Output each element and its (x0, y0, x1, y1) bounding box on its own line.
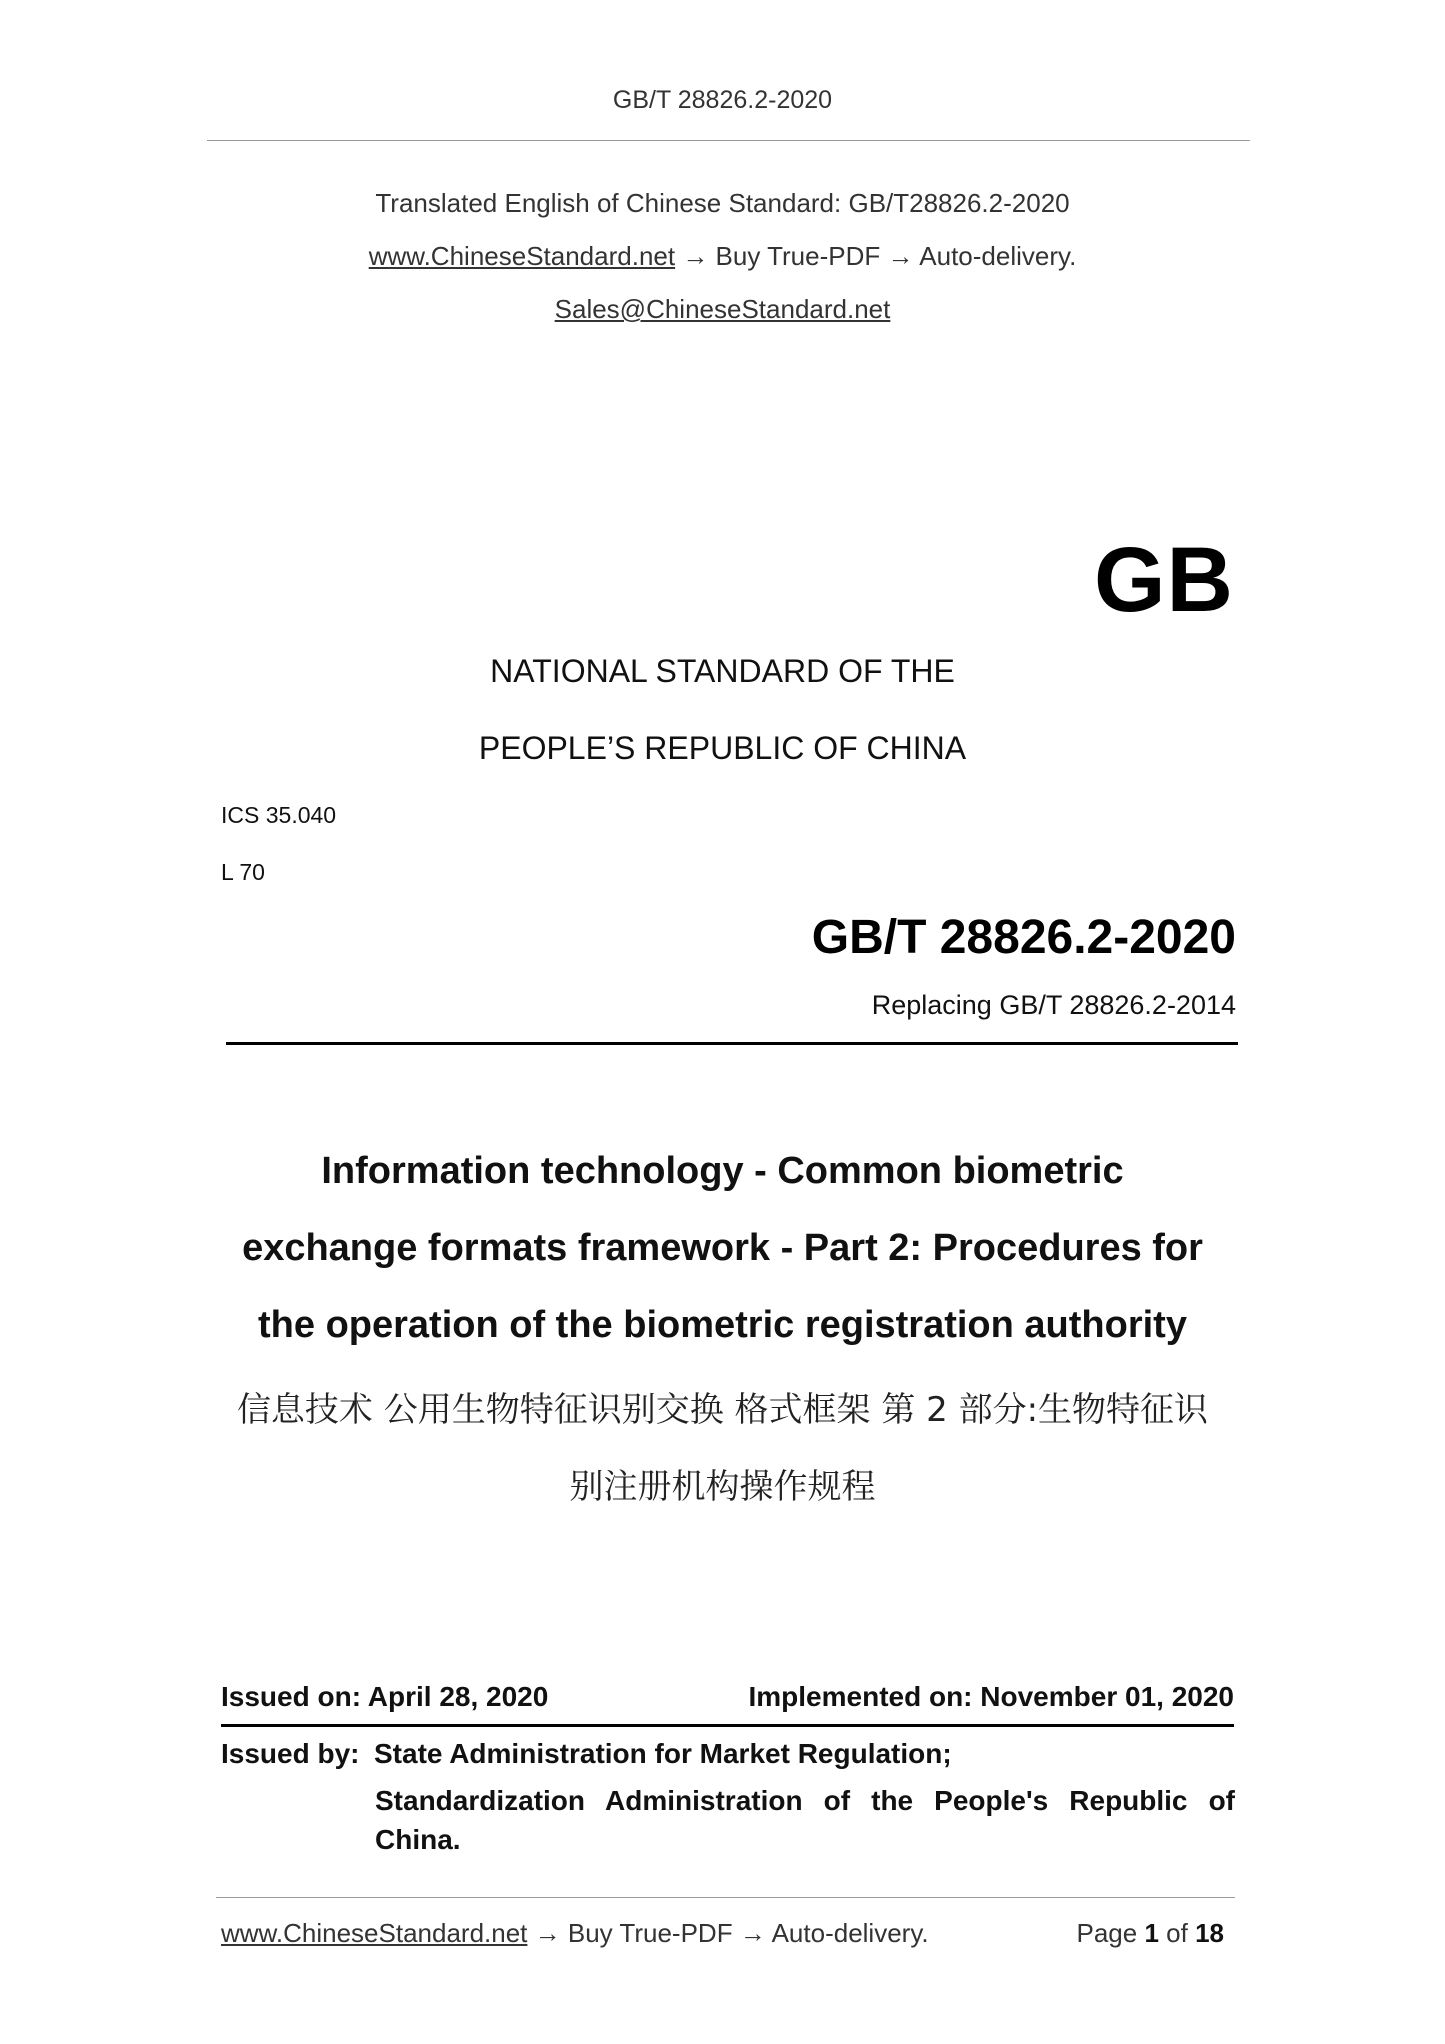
footer-promo (221, 1918, 929, 1949)
page-indicator (1076, 1918, 1224, 1949)
implemented-on-date: Implemented on: November 01, 2020 (748, 1681, 1234, 1712)
ics-code: ICS 35.040 (221, 802, 337, 828)
page-total: 18 (1195, 1918, 1224, 1948)
issuer-2-line-2: China. (375, 1824, 461, 1855)
title-english-line-2: exchange formats framework - Part 2: Procedures for (242, 1227, 1203, 1269)
issued-on-date: Issued on: April 28, 2020 (221, 1681, 549, 1712)
dates-divider (221, 1724, 1234, 1727)
national-standard-heading: NATIONAL STANDARD OF THE (490, 653, 955, 689)
header-divider (207, 140, 1250, 141)
title-english-line-3: the operation of the biometric registration authority (258, 1304, 1187, 1346)
promo-line (0, 241, 1445, 272)
ccs-code: L 70 (221, 859, 265, 885)
footer-buy-text: → Buy True-PDF → Auto-delivery. (534, 1918, 929, 1948)
page-of: of (1166, 1918, 1188, 1948)
translated-notice: Translated English of Chinese Standard: GB/T28826.2-2020 (375, 188, 1070, 218)
footer-site-link[interactable]: www.ChineseStandard.net (221, 1918, 528, 1948)
sales-email-link[interactable]: Sales@ChineseStandard.net (554, 294, 891, 324)
issued-by-label: Issued by: (221, 1738, 360, 1769)
page-label: Page (1076, 1918, 1138, 1948)
title-chinese-line-2: 别注册机构操作规程 (569, 1467, 876, 1507)
sales-line (0, 294, 1445, 325)
site-link[interactable]: www.ChineseStandard.net (368, 241, 676, 271)
standard-number: GB/T 28826.2-2020 (811, 911, 1236, 964)
title-english-line-1: Information technology - Common biometric (321, 1150, 1124, 1192)
title-chinese-line-1: 信息技术 公用生物特征识别交换 格式框架 第 2 部分:生物特征识 (236, 1390, 1209, 1430)
buy-text: → Buy True-PDF → Auto-delivery. (682, 241, 1077, 271)
issuer-2-line-1: Standardization Administration of the People's Republic of (375, 1785, 1235, 1816)
issuer-1: State Administration for Market Regulation; (374, 1738, 952, 1769)
page-number: 1 (1144, 1918, 1159, 1948)
title-divider (226, 1042, 1238, 1045)
replacing-standard: Replacing GB/T 28826.2-2014 (871, 990, 1236, 1020)
running-header: GB/T 28826.2-2020 (612, 86, 833, 114)
national-standard-heading-country: PEOPLE’S REPUBLIC OF CHINA (478, 730, 967, 766)
gb-mark: GB (1094, 529, 1234, 631)
footer-divider (216, 1897, 1235, 1898)
